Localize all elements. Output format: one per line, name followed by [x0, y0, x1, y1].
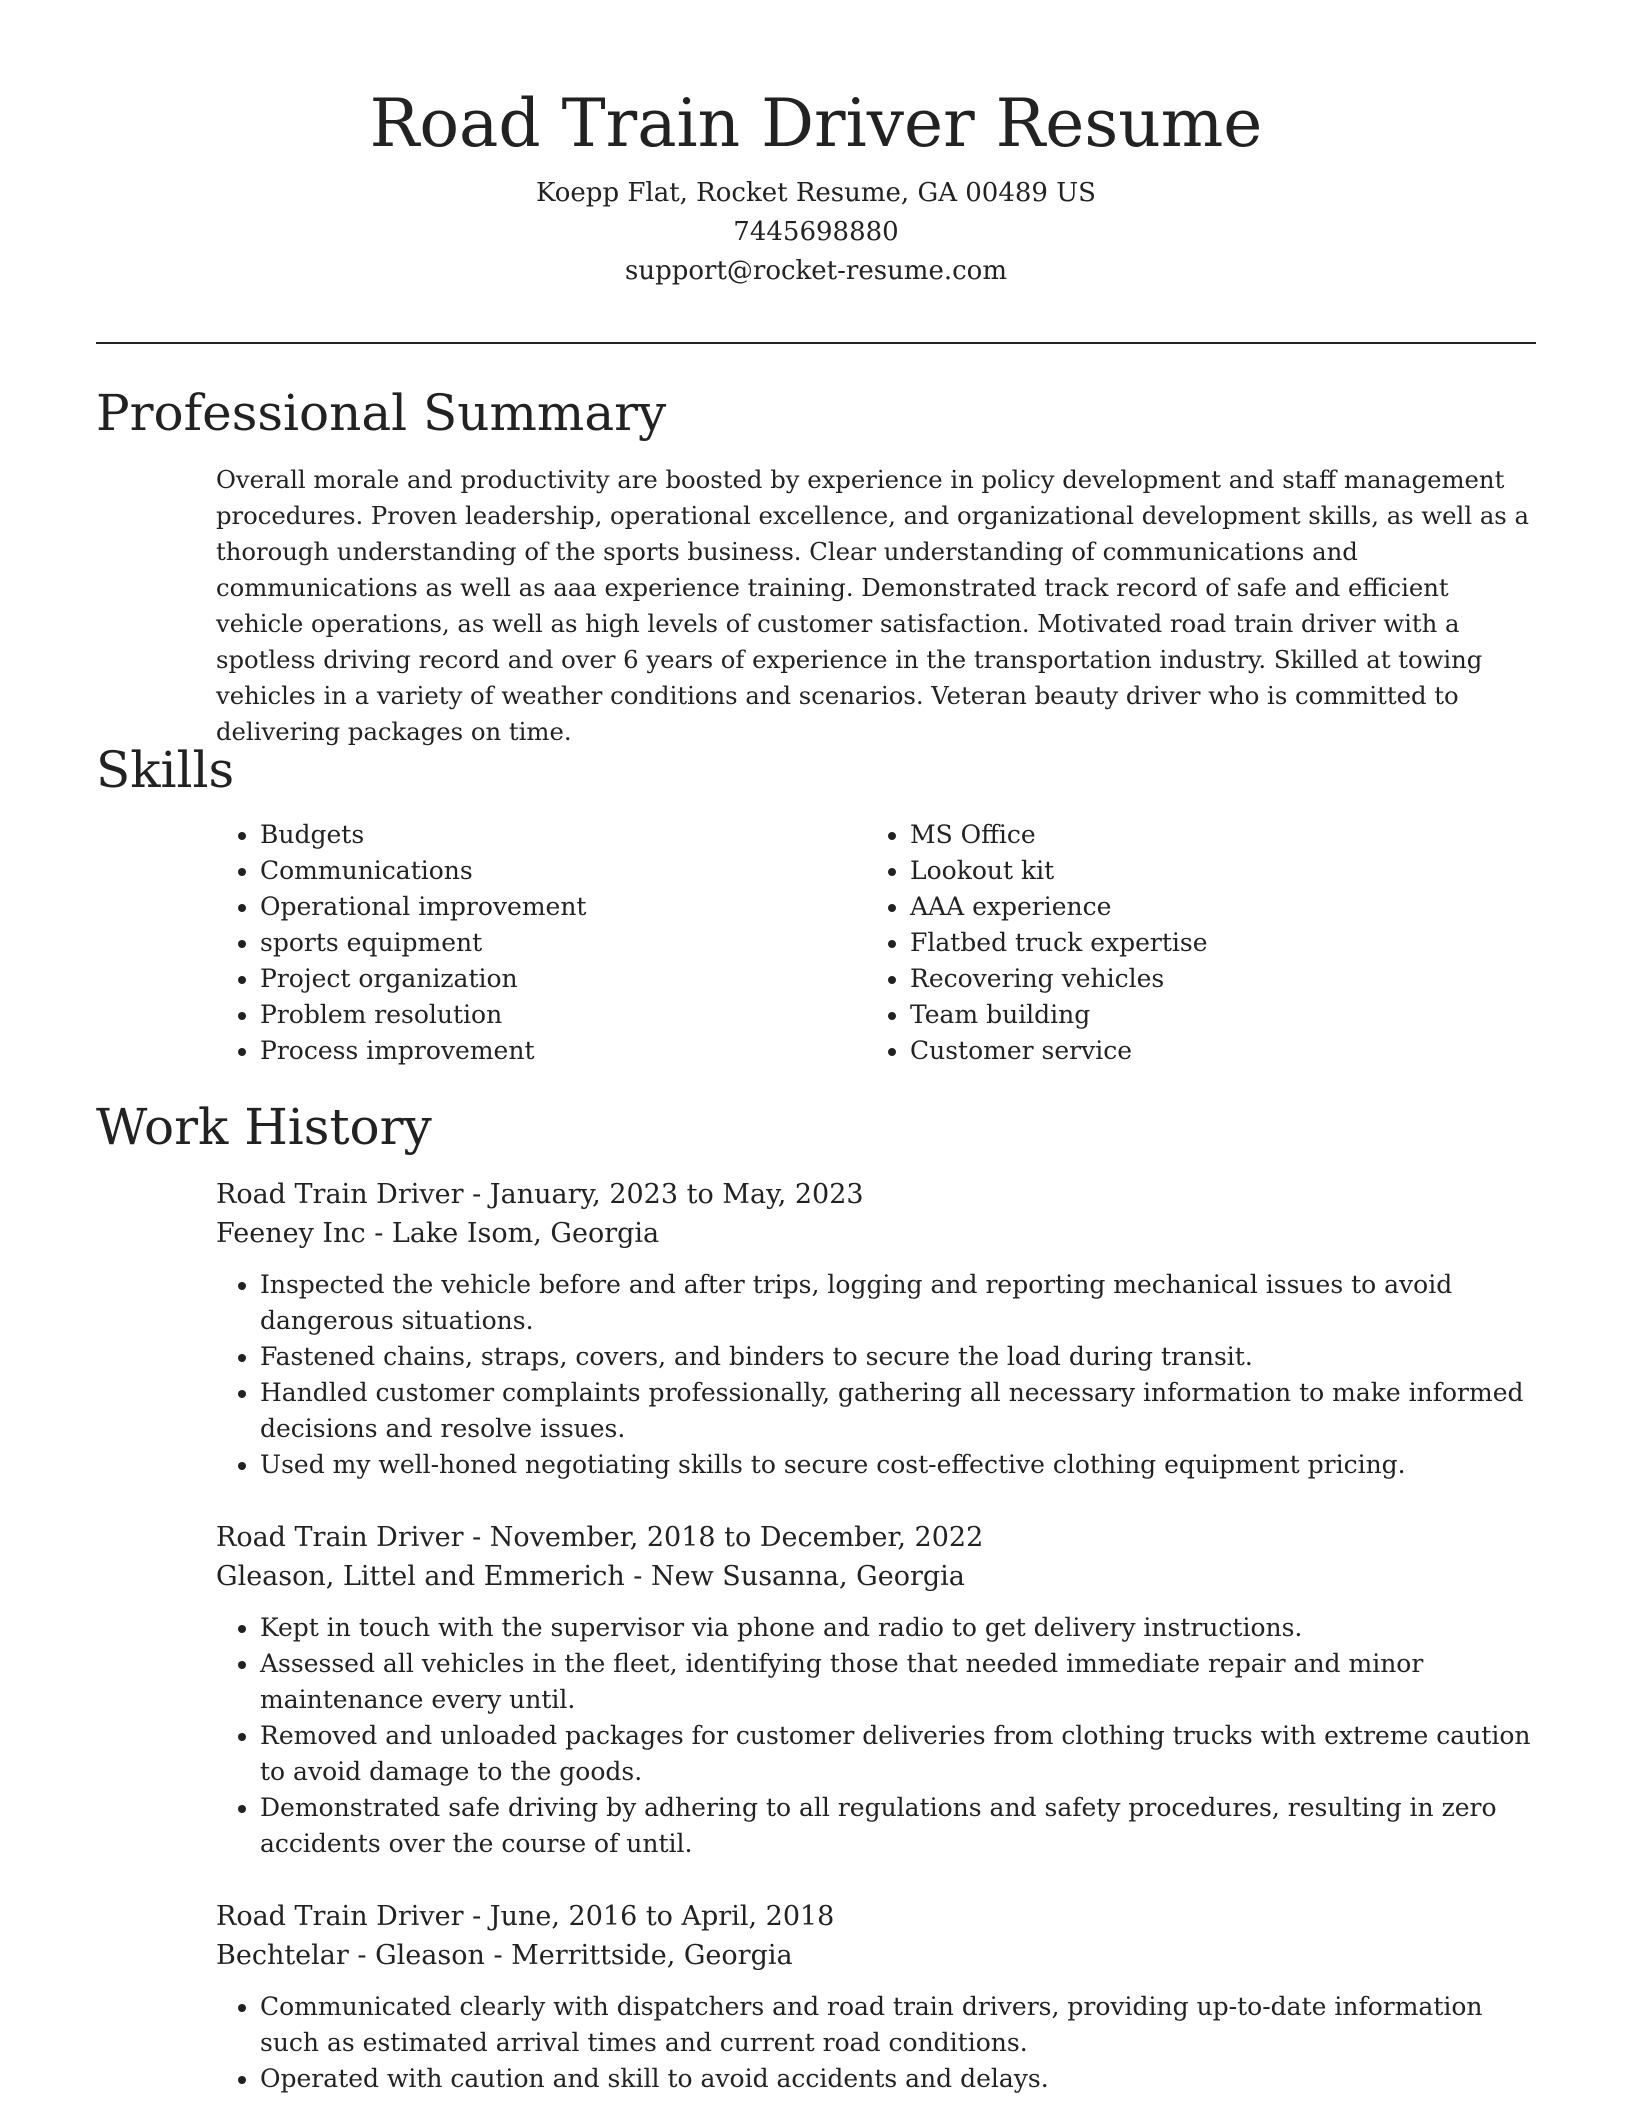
job-role: Road Train Driver	[216, 1901, 464, 1932]
job-bullet: • Kept in touch with the supervisor via phone and radio to get delivery instructions.	[260, 1610, 1536, 1646]
skill-item: • Customer service	[910, 1033, 1516, 1069]
skill-item: • sports equipment	[260, 925, 866, 961]
job-dates: - November, 2018 to December, 2022	[463, 1522, 984, 1553]
job-company-line	[216, 1557, 1536, 1596]
job-title-line	[216, 1897, 1536, 1936]
job-bullet: • Removed and unloaded packages for customer deliveries from clothing trucks with extreme caution to avoid damage to the goods.	[260, 1718, 1536, 1790]
job-bullets	[216, 1989, 1536, 2097]
job-location: - Merrittside, Georgia	[484, 1940, 793, 1971]
job-location: - Lake Isom, Georgia	[365, 1218, 660, 1249]
job-bullet: • Used my well-honed negotiating skills to secure cost-effective clothing equipment pricing.	[260, 1447, 1536, 1483]
job-bullet: • Handled customer complaints professionally, gathering all necessary information to make informed decisions and resolve issues.	[260, 1375, 1536, 1447]
email: support@rocket-resume.com	[624, 256, 1007, 286]
skill-item: • AAA experience	[910, 889, 1516, 925]
job-bullet: • Fastened chains, straps, covers, and binders to secure the load during transit.	[260, 1339, 1536, 1375]
skill-item: • Recovering vehicles	[910, 961, 1516, 997]
summary-heading: Professional Summary	[96, 384, 667, 442]
job-bullets	[216, 1267, 1536, 1483]
phone: 7445698880	[733, 217, 899, 247]
resume-title: Road Train Driver Resume	[369, 85, 1263, 162]
skill-item: • Operational improvement	[260, 889, 866, 925]
job-role: Road Train Driver	[216, 1179, 464, 1210]
job-entry	[216, 1175, 1536, 1483]
skill-item: • Communications	[260, 853, 866, 889]
job-bullet: • Demonstrated safe driving by adhering to all regulations and safety procedures, resulting in zero accidents over the course of until.	[260, 1790, 1536, 1862]
job-bullet: • Operated with caution and skill to avoid accidents and delays.	[260, 2061, 1536, 2097]
job-role: Road Train Driver	[216, 1522, 464, 1553]
job-entry	[216, 1518, 1536, 1862]
job-title-line	[216, 1175, 1536, 1214]
job-company: Bechtelar - Gleason	[216, 1940, 485, 1971]
job-location: - New Susanna, Georgia	[624, 1561, 965, 1592]
address: Koepp Flat, Rocket Resume, GA 00489 US	[536, 178, 1096, 208]
job-bullet: • Assessed all vehicles in the fleet, identifying those that needed immediate repair and minor maintenance every until.	[260, 1646, 1536, 1718]
resume-header	[0, 0, 1632, 291]
skill-item: • Process improvement	[260, 1033, 866, 1069]
skill-item: • Budgets	[260, 817, 866, 853]
job-company: Feeney Inc	[216, 1218, 366, 1249]
job-dates: - June, 2016 to April, 2018	[463, 1901, 835, 1932]
skill-item: • Flatbed truck expertise	[910, 925, 1516, 961]
summary-text: Overall morale and productivity are boosted by experience in policy development and staff management procedures. Proven leadership, operational excellence, and organizational development skills, as well as a thorough understanding of the sports business. Clear understanding of communications and communications as well as aaa experience training. Demonstrated track record of safe and efficient vehicle operations, as well as high levels of customer satisfaction. Motivated road train driver with a spotless driving record and over 6 years of experience in the transportation industry. Skilled at towing vehicles in a variety of weather conditions and scenarios. Veteran beauty driver who is committed to delivering packages on time.	[216, 465, 1529, 746]
job-company-line	[216, 1936, 1536, 1975]
skill-item: • Problem resolution	[260, 997, 866, 1033]
work-history-heading: Work History	[96, 1098, 432, 1156]
job-bullet: • Inspected the vehicle before and after trips, logging and reporting mechanical issues to avoid dangerous situations.	[260, 1267, 1536, 1339]
job-entry	[216, 1897, 1536, 2097]
skill-item: • Team building	[910, 997, 1516, 1033]
job-dates: - January, 2023 to May, 2023	[463, 1179, 864, 1210]
skills-column-right	[866, 817, 1516, 1069]
job-title-line	[216, 1518, 1536, 1557]
header-divider	[96, 342, 1536, 344]
skills-column-left	[216, 817, 866, 1069]
job-bullet: • Communicated clearly with dispatchers and road train drivers, providing up-to-date information such as estimated arrival times and current road conditions.	[260, 1989, 1536, 2061]
skill-item: • Project organization	[260, 961, 866, 997]
contact-block	[0, 174, 1632, 291]
job-company: Gleason, Littel and Emmerich	[216, 1561, 625, 1592]
skill-item: • MS Office	[910, 817, 1516, 853]
job-bullets	[216, 1610, 1536, 1862]
skill-item: • Lookout kit	[910, 853, 1516, 889]
skills-heading: Skills	[96, 741, 235, 799]
skills-list	[216, 817, 1536, 1069]
job-company-line	[216, 1214, 1536, 1253]
